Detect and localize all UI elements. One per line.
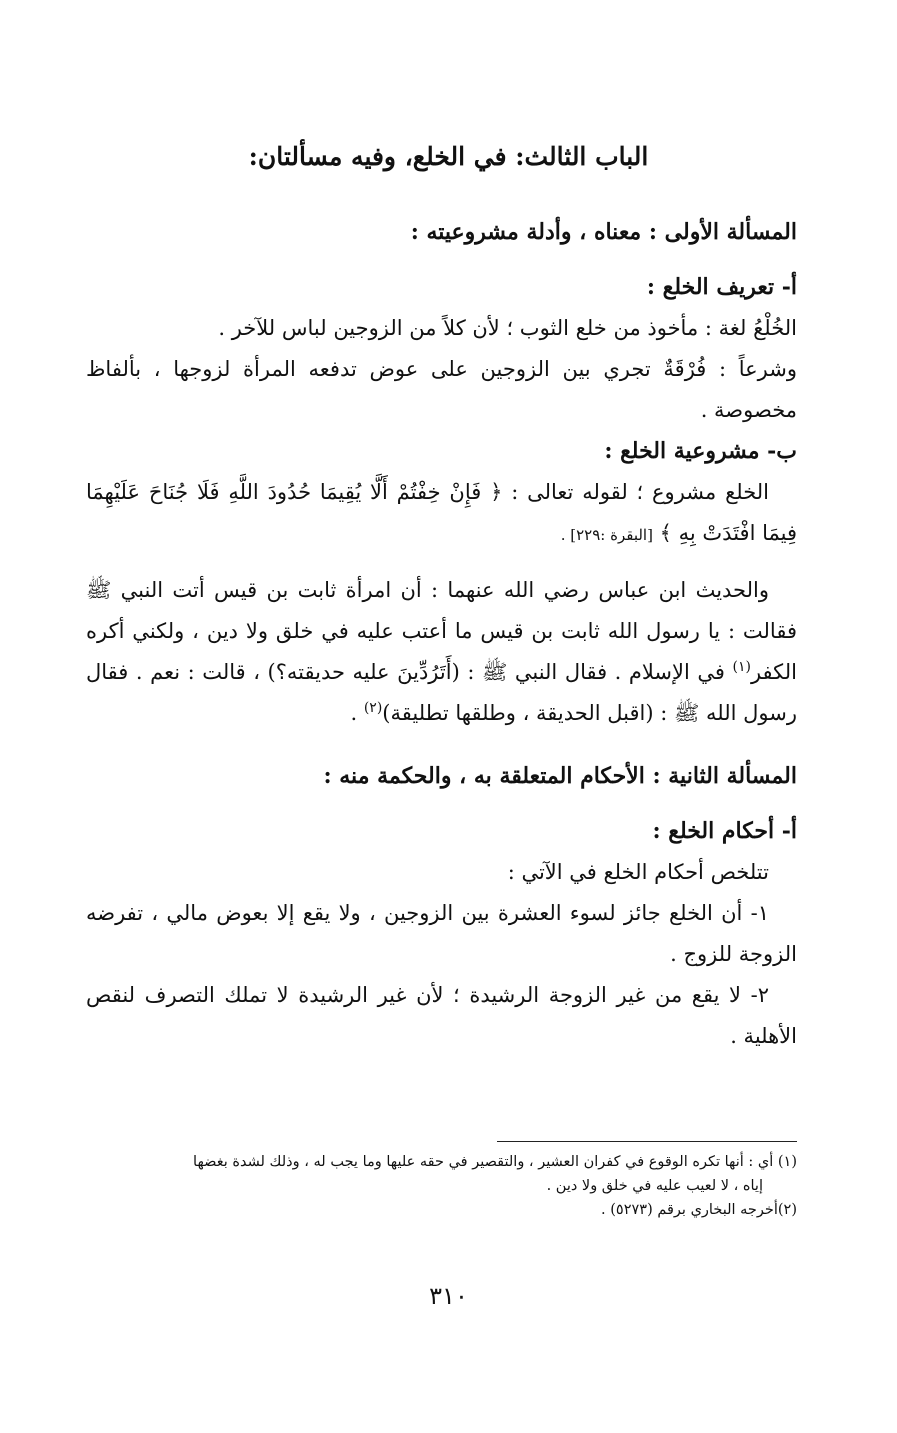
ruling-1: ١- أن الخلع جائز لسوء العشرة بين الزوجين ، ولا يقع إلا بعوض مالي ، تفرضه الزوجة للزوج . bbox=[86, 901, 797, 966]
footnote-divider bbox=[497, 1141, 797, 1142]
quran-verse: ﴿ فَإِنْ خِفْتُمْ أَلَّا يُقِيمَا حُدُودَ اللَّهِ فَلَا جُنَاحَ عَلَيْهِمَا فِيمَا افْتَدَتْ بِهِ ﴾ bbox=[86, 480, 797, 545]
hadith-text-1: والحديث ابن عباس رضي الله عنهما : أن امرأة ثابت بن قيس أتت النبي ﷺ فقالت : يا رسول الله ثابت بن قيس ما أعتب عليه في خلق ولا دين ، ولكني أكره الكفر bbox=[86, 578, 797, 684]
issue1-sub-b: ب- مشروعية الخلع : bbox=[604, 438, 797, 464]
page-number: ٣١٠ bbox=[429, 1282, 468, 1310]
issue1-title: المسألة الأولى : معناه ، وأدلة مشروعيته : bbox=[410, 219, 797, 245]
hadith-paragraph bbox=[86, 570, 797, 734]
footnotes bbox=[86, 1150, 797, 1222]
main-content bbox=[86, 212, 797, 1057]
ruling-2: ٢- لا يقع من غير الزوجة الرشيدة ؛ لأن غير الرشيدة لا تملك التصرف لنقص الأهلية . bbox=[86, 983, 797, 1048]
footnote-1-line-2: إياه ، لا لعيب عليه في خلق ولا دين . bbox=[546, 1178, 763, 1194]
hadith-text-end: . bbox=[350, 701, 364, 725]
hadith-text-2: في الإسلام . فقال النبي ﷺ : (أَتَرُدِّينَ عليه حديقته؟) ، قالت : نعم . فقال رسول الله ﷺ : (اقبل الحديقة ، وطلقها تطليقة) bbox=[86, 660, 797, 725]
issue2-sub-a: أ- أحكام الخلع : bbox=[652, 818, 797, 844]
legitimacy-intro: الخلع مشروع ؛ لقوله تعالى : bbox=[511, 480, 769, 504]
issue1-sub-a: أ- تعريف الخلع : bbox=[646, 274, 797, 300]
verse-reference: [البقرة :٢٢٩] . bbox=[560, 526, 653, 544]
issue2-title: المسألة الثانية : الأحكام المتعلقة به ، والحكمة منه : bbox=[323, 763, 797, 789]
chapter-title: الباب الثالث: في الخلع، وفيه مسألتان: bbox=[248, 142, 649, 171]
footnote-marker-1: (١) bbox=[732, 659, 751, 675]
rulings-intro: تتلخص أحكام الخلع في الآتي : bbox=[507, 860, 769, 884]
footnote-marker-2: (٢) bbox=[363, 700, 383, 716]
definition-language: الخُلْعُ لغة : مأخوذ من خلع الثوب ؛ لأن كلاً من الزوجين لباس للآخر . bbox=[218, 316, 797, 340]
footnote-1-line-1: (١) أي : أنها تكره الوقوع في كفران العشير ، والتقصير في حقه عليها وما يجب له ، وذلك لشدة بغضها bbox=[193, 1154, 797, 1170]
legitimacy-paragraph bbox=[86, 472, 797, 556]
definition-sharia: وشرعاً : فُرْقَةٌ تجري بين الزوجين على عوض تدفعه المرأة لزوجها ، بألفاظ مخصوصة . bbox=[86, 357, 797, 422]
footnote-2: (٢)أخرجه البخاري برقم (٥٢٧٣) . bbox=[601, 1202, 797, 1218]
